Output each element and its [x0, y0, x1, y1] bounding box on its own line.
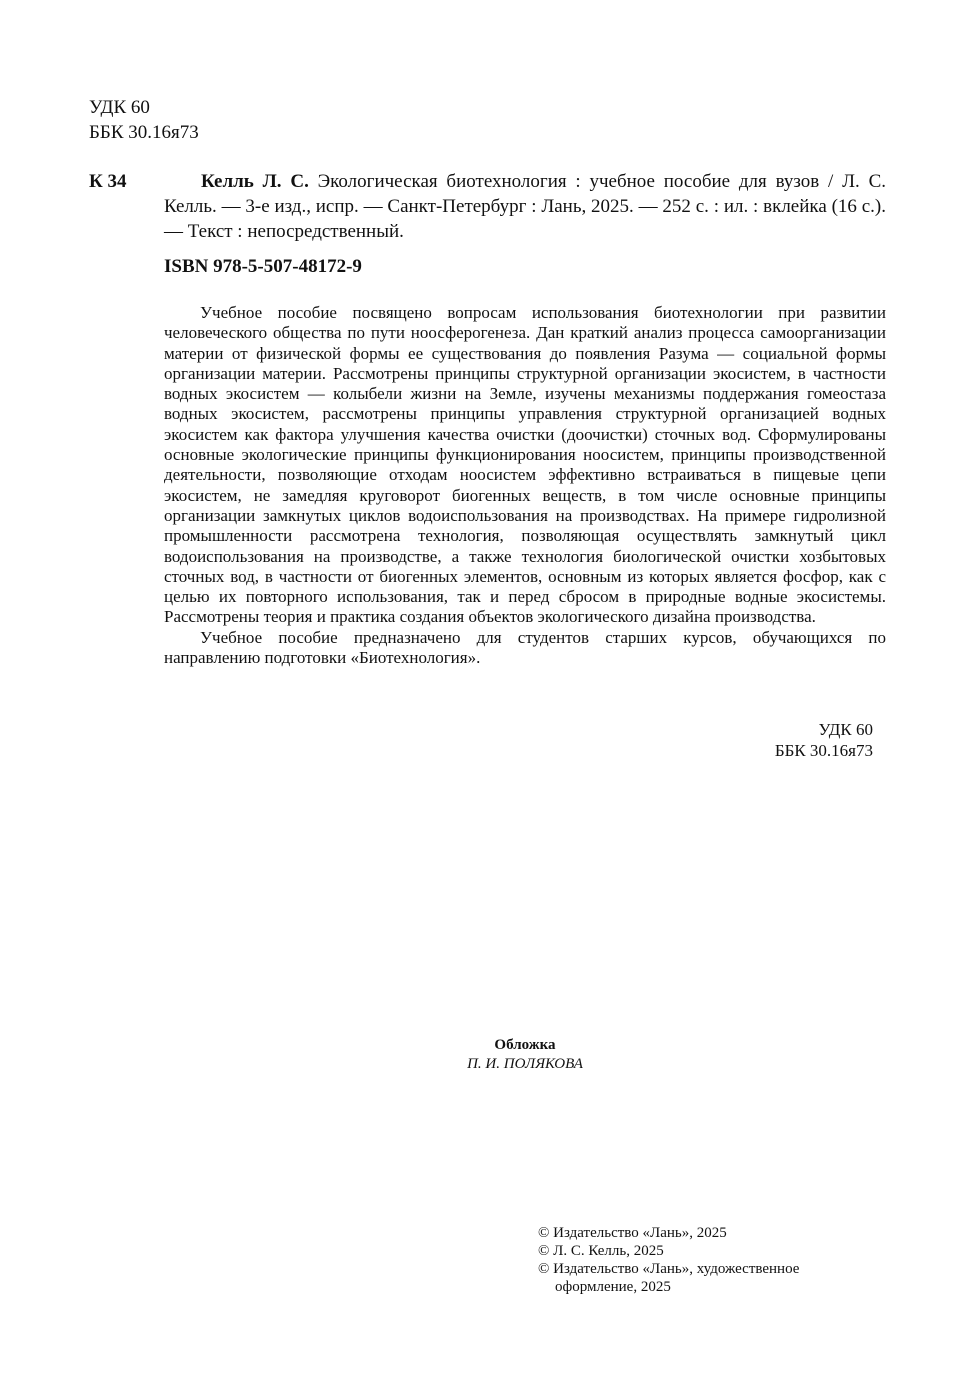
copyright-block — [538, 1224, 858, 1296]
header-udk: УДК 60 — [89, 97, 150, 118]
copyright-line-continuation: оформление, 2025 — [555, 1279, 671, 1295]
author-name: Келль Л. С. — [201, 171, 309, 192]
abstract — [164, 303, 886, 668]
copyright-line: © Л. С. Келль, 2025 — [538, 1243, 664, 1259]
cover-label: Обложка — [494, 1037, 556, 1053]
author-index: К 34 — [89, 171, 127, 192]
abstract-paragraph: Учебное пособие посвящено вопросам использования биотехнологии при развитии человеческого общества по пути ноосферогенеза. Дан краткий анализ процесса самоорганизации материи от физической формы ее существования до появления Разума — социальной формы организации материи. Рассмотрены принципы структурной организации экосистем, в частности водных экосистем — колыбели жизни на Земле, изучены механизмы поддержания гомеостаза водных экосистем, рассмотрены принципы управления структурной организацией водных экосистем как фактора улучшения качества очистки (доочистки) сточных вод. Сформулированы основные экологические принципы функционирования ноосистем, принципы производственной деятельности, позволяющие отходам ноосистем эффективно встраиваться в пищевые цепи экосистем, не замедляя круговорот биогенных веществ, в том числе основные принципы организации замкнутых циклов водоиспользования на производствах. На примере гидролизной промышленности рассмотрена технология, позволяющая осуществлять замкнутый цикл водоиспользования на производстве, а также технология биологической очистки хозбытовых сточных вод, в частности от биогенных элементов, основным из которых является фосфор, как с целью их повторного использования, так и перед сбросом в природные водные экосистемы. Рассмотрены теория и практика создания объектов экологического дизайна производства. — [164, 303, 886, 627]
abstract-paragraph: Учебное пособие предназначено для студентов старших курсов, обучающихся по направлению подготовки «Биотехнология». — [164, 627, 886, 668]
bibliographic-text: Экологическая биотехнология : учебное пособие для вузов / Л. С. Келль. — 3-е изд., испр. — Санкт-Петербург : Лань, 2025. — 252 с. : ил. : вклейка (16 с.). — Текст : непосредственный. — [164, 171, 886, 242]
isbn: ISBN 978-5-507-48172-9 — [164, 256, 362, 277]
copyright-line: © Издательство «Лань», художественное — [538, 1261, 800, 1277]
classification-bbk: ББК 30.16я73 — [774, 741, 873, 760]
copyright-line: © Издательство «Лань», 2025 — [538, 1225, 727, 1241]
cover-artist: П. И. ПОЛЯКОВА — [467, 1056, 583, 1072]
bibliographic-description — [164, 169, 886, 244]
classification-codes — [740, 719, 873, 761]
header-classification — [89, 95, 199, 145]
classification-udk: УДК 60 — [818, 720, 873, 739]
cover-credit — [400, 1036, 650, 1074]
header-bbk: ББК 30.16я73 — [89, 122, 199, 143]
